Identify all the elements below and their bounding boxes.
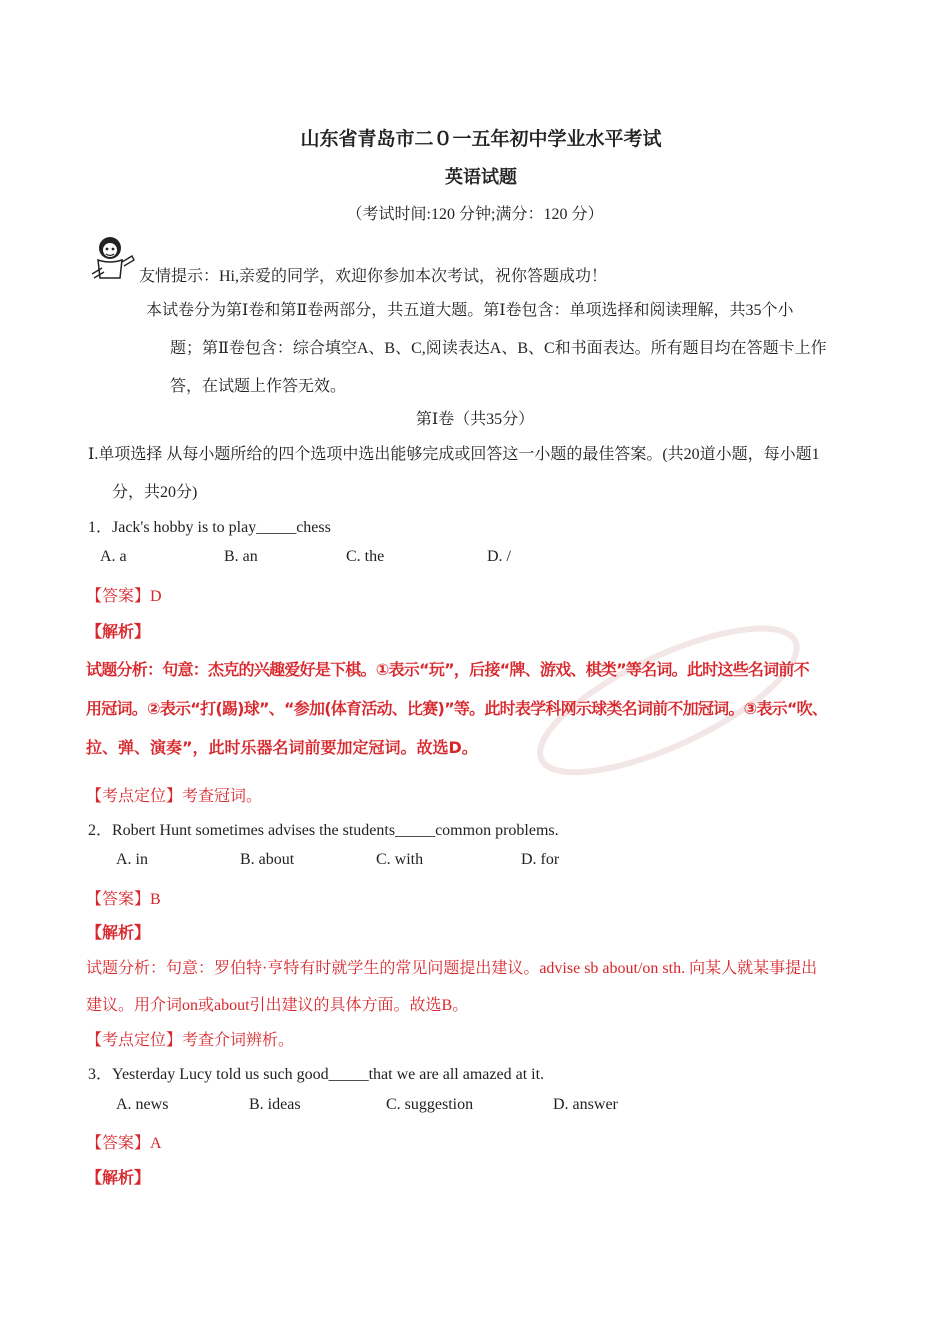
question-1-point: 【考点定位】考查冠词。	[86, 788, 263, 805]
question-3-stem: 3．Yesterday Lucy told us such good_____that we are all amazed at it.	[88, 1066, 545, 1083]
question-2-option-a: A. in	[116, 851, 148, 868]
question-1-option-d: D. /	[487, 548, 511, 565]
section-title: 第Ⅰ卷（共35分）	[415, 411, 535, 428]
section-instruction-1: Ⅰ.单项选择 从每小题所给的四个选项中选出能够完成或回答这一小题的最佳答案。(共20道小题，每小题1	[88, 446, 820, 463]
question-1-stem: 1．Jack's hobby is to play_____chess	[88, 519, 331, 536]
question-3-option-a: A. news	[116, 1096, 169, 1113]
question-3-option-c: C. suggestion	[386, 1096, 474, 1113]
question-2-option-b: B. about	[240, 851, 295, 868]
question-1-option-b: B. an	[224, 548, 258, 565]
notice-line-2: 题；第Ⅱ卷包含：综合填空A、B、C,阅读表达A、B、C和书面表达。所有题目均在答题卡上作	[170, 340, 827, 357]
question-2-option-d: D. for	[521, 851, 560, 868]
question-1-option-a: A. a	[100, 548, 127, 565]
question-3-analysis-label: 【解析】	[86, 1170, 151, 1187]
question-3-option-b: B. ideas	[249, 1096, 301, 1113]
notice-line-1: 本试卷分为第Ⅰ卷和第Ⅱ卷两部分，共五道大题。第Ⅰ卷包含：单项选择和阅读理解，共35个小	[146, 302, 794, 319]
exam-subtitle: 英语试题	[445, 167, 517, 187]
question-2-analysis-label: 【解析】	[86, 925, 151, 942]
question-3-option-d: D. answer	[553, 1096, 618, 1113]
question-1-analysis-label: 【解析】	[86, 624, 151, 641]
section-instruction-2: 分，共20分)	[112, 484, 198, 501]
question-2-analysis-line-2: 建议。用介词on或about引出建议的具体方面。故选B。	[86, 997, 469, 1014]
notice-greeting: 友情提示：Hi,亲爱的同学，欢迎你参加本次考试，祝你答题成功！	[139, 268, 608, 285]
question-1-analysis-line-3: 拉、弹、演奏”，此时乐器名词前要加定冠词。故选D。	[86, 738, 478, 757]
question-1-analysis-line-2: 用冠词。②表示“打(踢)球”、“参加(体育活动、比赛)”等。此时表学科网示球类名词前不加冠词。③表示“吹、	[86, 699, 828, 718]
question-1-option-c: C. the	[346, 548, 385, 565]
question-1-answer: 【答案】D	[86, 588, 162, 605]
notice-line-3: 答，在试题上作答无效。	[170, 378, 347, 395]
question-2-analysis-line-1: 试题分析：句意：罗伯特·亨特有时就学生的常见问题提出建议。advise sb about/on sth. 向某人就某事提出	[86, 960, 818, 977]
question-2-stem: 2．Robert Hunt sometimes advises the students_____common problems.	[88, 822, 559, 839]
question-3-answer: 【答案】A	[86, 1135, 162, 1152]
exam-title: 山东省青岛市二０一五年初中学业水平考试	[300, 129, 662, 150]
mascot-icon	[88, 234, 138, 282]
question-2-point: 【考点定位】考查介词辨析。	[86, 1032, 295, 1049]
question-2-answer: 【答案】B	[86, 891, 161, 908]
exam-info: （考试时间:120 分钟;满分：120 分）	[346, 206, 604, 223]
question-2-option-c: C. with	[376, 851, 424, 868]
question-1-analysis-line-1: 试题分析：句意：杰克的兴趣爱好是下棋。①表示“玩”，后接“牌、游戏、棋类”等名词。此时这些名词前不	[86, 660, 809, 679]
